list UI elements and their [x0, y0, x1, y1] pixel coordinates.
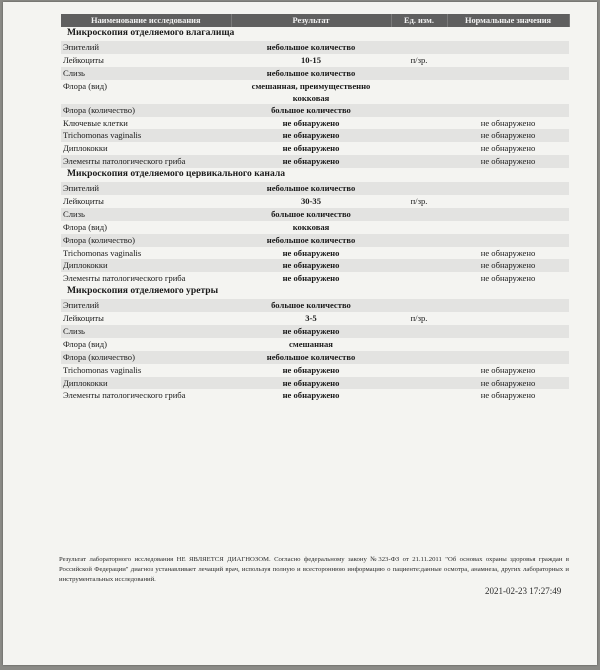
table-header	[61, 14, 569, 27]
test-norm: не обнаружено	[447, 129, 569, 142]
test-name: Лейкоциты	[63, 54, 104, 65]
table-row	[61, 80, 569, 104]
test-unit	[391, 221, 447, 234]
test-result: большое количество	[231, 299, 391, 312]
table-row	[61, 41, 569, 54]
test-norm	[447, 312, 569, 325]
test-unit	[391, 80, 447, 104]
test-unit	[391, 117, 447, 130]
test-unit	[391, 208, 447, 221]
results-table	[61, 14, 570, 402]
test-unit	[391, 299, 447, 312]
test-result: не обнаружено	[231, 129, 391, 142]
test-norm	[447, 195, 569, 208]
test-unit	[391, 325, 447, 338]
test-norm	[447, 41, 569, 54]
test-name: Флора (вид)	[63, 221, 107, 232]
test-unit	[391, 364, 447, 377]
test-norm	[447, 299, 569, 312]
table-body	[61, 27, 569, 402]
table-row	[61, 234, 569, 247]
test-norm	[447, 338, 569, 351]
table-row	[61, 247, 569, 260]
table-row	[61, 221, 569, 234]
test-name: Эпителий	[61, 299, 231, 312]
test-norm: не обнаружено	[480, 117, 536, 128]
table-row	[61, 351, 569, 364]
header-result: Результат	[231, 14, 391, 27]
test-unit: п/зр.	[410, 196, 428, 207]
test-result: не обнаружено	[231, 377, 391, 390]
test-result: не обнаружено	[282, 364, 340, 375]
test-name: Флора (количество)	[61, 351, 231, 364]
header-name: Наименование исследования	[61, 14, 231, 27]
test-result: не обнаружено	[282, 143, 340, 154]
test-norm	[447, 80, 569, 104]
test-result: небольшое количество	[231, 234, 391, 247]
test-norm: не обнаружено	[480, 364, 536, 375]
table-row	[61, 299, 569, 312]
test-unit	[391, 259, 447, 272]
test-result: большое количество	[231, 104, 391, 117]
section-title: Микроскопия отделяемого влагалища	[67, 27, 235, 38]
test-unit	[391, 142, 447, 155]
test-result: большое количество	[231, 208, 391, 221]
test-name: Элементы патологического гриба	[63, 273, 186, 284]
test-name: Ключевые клетки	[63, 117, 128, 128]
test-name: Элементы патологического гриба	[61, 155, 231, 168]
test-unit: п/зр.	[410, 54, 428, 65]
test-norm: не обнаружено	[480, 247, 536, 258]
section-title: Микроскопия отделяемого уретры	[67, 285, 219, 297]
test-result: 30-35	[300, 196, 322, 207]
header-unit: Ед. изм.	[391, 14, 447, 27]
table-row	[61, 67, 569, 80]
test-unit	[391, 182, 447, 195]
test-norm	[447, 325, 569, 338]
disclaimer-text: Результат лабораторного исследования НЕ ЯВЛЯЕТСЯ ДИАГНОЗОМ. Согласно федеральному закону №323-ФЗ от 21.11.2011 "Об основах охраны здоровья граждан в Российской Федерации" диагноз устанавливает лечащий врач, используя полную и всестороннюю информацию о пациенте:данные осмотра, анамнеза, других лабораторных и инструментальных исследований.	[59, 556, 569, 583]
test-name: Эпителий	[61, 182, 231, 195]
table-row	[61, 195, 569, 208]
test-result: не обнаружено	[231, 155, 391, 168]
test-name: Trichomonas vaginalis	[61, 129, 231, 142]
test-result: не обнаружено	[282, 390, 340, 401]
header-norm: Нормальные значения	[447, 14, 569, 27]
section-header	[61, 27, 569, 41]
test-norm: не обнаружено	[447, 259, 569, 272]
table-row	[61, 364, 569, 377]
test-name: Лейкоциты	[63, 313, 104, 324]
test-name: Флора (вид)	[63, 338, 107, 349]
test-unit	[391, 377, 447, 390]
table-row	[61, 117, 569, 130]
table-row	[61, 272, 569, 285]
section-title: Микроскопия отделяемого цервикального канала	[67, 168, 286, 180]
table-row	[61, 155, 569, 168]
table-row	[61, 208, 569, 221]
test-norm	[447, 104, 569, 117]
test-unit	[391, 272, 447, 285]
test-result: не обнаружено	[282, 117, 340, 128]
test-name: Trichomonas vaginalis	[63, 364, 142, 375]
test-norm	[447, 351, 569, 364]
test-unit	[391, 338, 447, 351]
test-unit	[391, 247, 447, 260]
test-unit	[391, 155, 447, 168]
test-name: Эпителий	[61, 41, 231, 54]
test-norm: не обнаружено	[480, 273, 536, 284]
table-row	[61, 377, 569, 390]
table-row	[61, 312, 569, 325]
test-unit	[391, 41, 447, 54]
test-norm: не обнаружено	[480, 143, 536, 154]
test-norm	[447, 221, 569, 234]
test-name: Элементы патологического гриба	[63, 390, 186, 401]
section-header	[61, 285, 569, 299]
test-result: не обнаружено	[231, 259, 391, 272]
report-timestamp: 2021-02-23 17:27:49	[485, 586, 562, 596]
section-header	[61, 168, 569, 182]
test-result: не обнаружено	[231, 325, 391, 338]
test-result: 3-5	[305, 313, 317, 324]
test-unit	[391, 234, 447, 247]
table-row	[61, 129, 569, 142]
table-row	[61, 259, 569, 272]
test-name: Диплококки	[61, 259, 231, 272]
test-name: Диплококки	[63, 143, 108, 154]
test-name: Флора (количество)	[61, 104, 231, 117]
test-norm	[447, 182, 569, 195]
test-name: Флора (количество)	[61, 234, 231, 247]
test-result: 10-15	[300, 54, 322, 65]
test-norm	[447, 54, 569, 67]
test-unit	[391, 104, 447, 117]
lab-report-page	[3, 2, 597, 665]
test-result: небольшое количество	[231, 67, 391, 80]
test-name: Слизь	[61, 325, 231, 338]
test-unit	[391, 129, 447, 142]
test-norm: не обнаружено	[447, 377, 569, 390]
table-row	[61, 104, 569, 117]
table-row	[61, 389, 569, 402]
test-name: Слизь	[61, 208, 231, 221]
test-result: кокковая	[292, 221, 330, 232]
test-result: небольшое количество	[231, 182, 391, 195]
test-norm	[447, 67, 569, 80]
test-name: Флора (вид)	[63, 80, 107, 91]
test-norm: не обнаружено	[447, 155, 569, 168]
test-norm	[447, 234, 569, 247]
table-row	[61, 142, 569, 155]
table-row	[61, 54, 569, 67]
test-name: Лейкоциты	[63, 196, 104, 207]
test-result: небольшое количество	[231, 351, 391, 364]
test-result: не обнаружено	[282, 247, 340, 258]
test-result: смешанная, преимущественно кокковая	[251, 80, 371, 103]
test-result: не обнаружено	[282, 273, 340, 284]
test-name: Слизь	[61, 67, 231, 80]
table-row	[61, 182, 569, 195]
test-name: Диплококки	[61, 377, 231, 390]
table-row	[61, 325, 569, 338]
test-norm	[447, 208, 569, 221]
test-name: Trichomonas vaginalis	[63, 247, 142, 258]
test-unit	[391, 389, 447, 402]
test-result: небольшое количество	[231, 41, 391, 54]
test-unit	[391, 67, 447, 80]
test-unit: п/зр.	[410, 313, 428, 324]
test-norm: не обнаружено	[480, 390, 536, 401]
table-row	[61, 338, 569, 351]
test-result: смешанная	[289, 338, 333, 349]
test-unit	[391, 351, 447, 364]
